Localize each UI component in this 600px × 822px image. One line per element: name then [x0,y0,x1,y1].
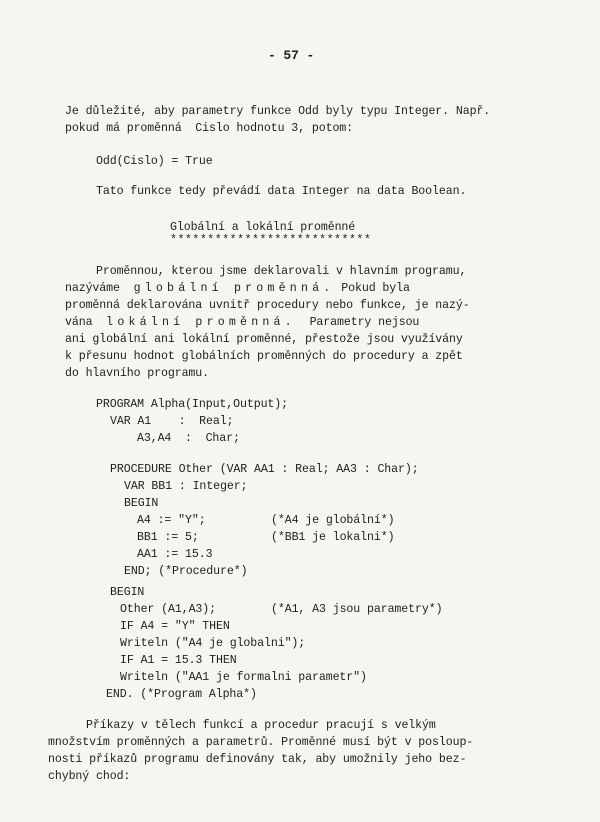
paragraph-text: Pokud byla [341,282,410,295]
code-line-call-other: Other (A1,A3); [120,603,217,616]
code-comment-a4: (*A4 je globální*) [271,514,395,527]
code-line-assign-aa1: AA1 := 15.3 [137,548,213,561]
code-line-procedure: PROCEDURE Other (VAR AA1 : Real; AA3 : Char); [110,463,419,476]
code-line-assign-bb1: BB1 := 5; [137,531,199,544]
code-line-assign-a4: A4 := "Y"; [137,514,206,527]
intro-line-1: Je důležité, aby parametry funkce Odd byly typu Integer. Např. [65,105,491,118]
paragraph-line-5: ani globální ani lokální proměnné, přestože jsou využívány [65,333,463,346]
section-heading: Globální a lokální proměnné [170,221,356,234]
code-line-if-a4: IF A4 = "Y" THEN [120,620,230,633]
code-line-end-program: END. (*Program Alpha*) [106,688,257,701]
paragraph-line-4 [65,315,419,330]
term-local-variable: lokální proměnná. [106,316,296,329]
code-line-begin-proc: BEGIN [124,497,159,510]
code-line-writeln-aa1: Writeln ("AA1 je formalni parametr") [120,671,367,684]
paragraph-text: Parametry nejsou [309,316,420,329]
closing-line-3: nosti příkazů programu definovány tak, aby umožnily jeho bez- [48,753,467,766]
code-line-begin-main: BEGIN [110,586,145,599]
code-line-end-proc: END; (*Procedure*) [124,565,248,578]
paragraph-line-7: do hlavního programu. [65,367,210,380]
intro-conclusion: Tato funkce tedy převádí data Integer na data Boolean. [96,185,467,198]
code-line-if-a1: IF A1 = 15.3 THEN [120,654,237,667]
term-global-variable: globální proměnná. [133,282,335,295]
closing-line-4: chybný chod: [48,770,131,783]
page-number: - 57 - [268,48,315,63]
section-heading-underline: *************************** [170,234,372,247]
code-line-var-a3-a4: A3,A4 : Char; [137,432,240,445]
intro-example: Odd(Cislo) = True [96,155,213,168]
code-line-program: PROGRAM Alpha(Input,Output); [96,398,289,411]
code-line-var-bb1: VAR BB1 : Integer; [124,480,248,493]
paragraph-line-3: proměnná deklarována uvnitř procedury nebo funkce, je nazý- [65,299,470,312]
code-comment-params: (*A1, A3 jsou parametry*) [271,603,443,616]
code-line-writeln-a4: Writeln ("A4 je globalni"); [120,637,306,650]
code-line-var-a1: VAR A1 : Real; [110,415,234,428]
code-comment-bb1: (*BB1 je lokalni*) [271,531,395,544]
paragraph-text: nazýváme [65,282,120,295]
closing-line-1: Příkazy v tělech funkcí a procedur pracují s velkým [86,719,436,732]
paragraph-line-6: k přesunu hodnot globálních proměnných do procedury a zpět [65,350,463,363]
paragraph-text: vána [65,316,93,329]
paragraph-line-2 [65,281,410,296]
closing-line-2: množstvím proměnných a parametrů. Proměnné musí být v posloup- [48,736,474,749]
intro-line-2: pokud má proměnná Cislo hodnotu 3, potom: [65,122,354,135]
paragraph-line-1: Proměnnou, kterou jsme deklarovali v hlavním programu, [96,265,467,278]
